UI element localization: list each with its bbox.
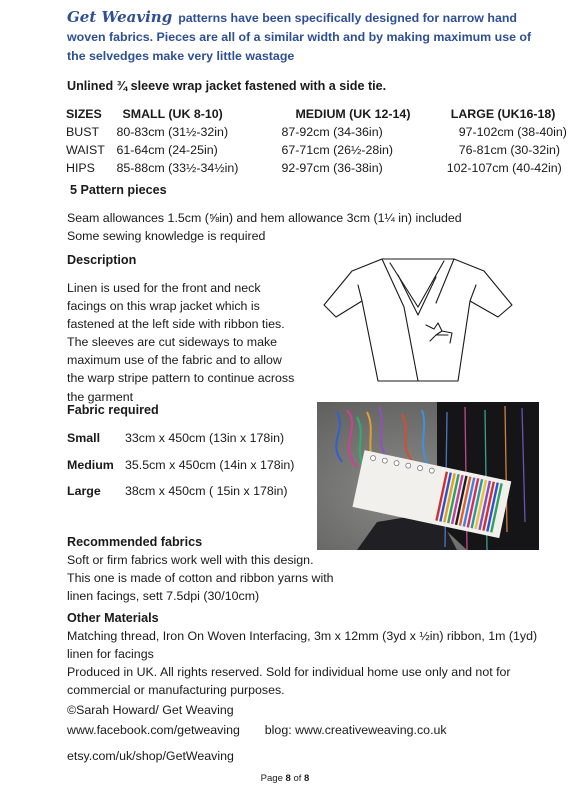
cell-medium: 87-92cm (34-36in) <box>281 125 383 139</box>
fabric-row <box>67 484 288 498</box>
pattern-pieces-heading: 5 Pattern pieces <box>70 183 167 197</box>
etsy-link[interactable]: etsy.com/uk/shop/GetWeaving <box>67 749 234 763</box>
recommended-text: Soft or firm fabrics work well with this design. This one is made of cotton and ribbon yarns with linen facings, sett 7.5dpi (30/10cm) <box>67 553 334 603</box>
header-sizes: SIZES <box>66 107 102 121</box>
brand-name: Get Weaving <box>67 8 173 26</box>
table-row <box>66 141 570 159</box>
intro-text: patterns have been specifically designed for narrow hand woven fabrics. Pieces are all of a similar width and by making maximum use of the selvedges make very little wastage <box>67 11 532 63</box>
fabric-amount: 38cm x 450cm ( 15in x 178in) <box>125 484 288 498</box>
blog-link[interactable]: blog: www.creativeweaving.co.uk <box>264 723 447 737</box>
fabric-amount: 33cm x 450cm (13in x 178in) <box>125 431 285 445</box>
page-number <box>0 773 570 784</box>
seam-line: Seam allowances 1.5cm (⅝in) and hem allowance 3cm (1¼ in) included <box>67 211 462 225</box>
row-label: BUST <box>66 125 100 139</box>
fabric-size-label: Medium <box>67 458 114 472</box>
cell-large: 97-102cm (38-40in) <box>458 125 567 139</box>
cell-small: 80-83cm (31½-32in) <box>116 125 229 139</box>
cell-medium: 67-71cm (26½-28in) <box>281 143 394 157</box>
recommended-heading: Recommended fabrics <box>67 535 203 549</box>
other-materials <box>67 627 547 699</box>
facebook-link[interactable]: www.facebook.com/getweaving <box>67 723 240 737</box>
other-materials-heading: Other Materials <box>67 611 159 625</box>
jacket-subtitle: Unlined ¾ sleeve wrap jacket fastened with a side tie. <box>67 79 387 93</box>
header-medium: MEDIUM (UK 12-14) <box>295 107 411 121</box>
fabric-size-label: Large <box>67 484 101 498</box>
row-label: WAIST <box>66 143 105 157</box>
fabric-row <box>67 431 284 445</box>
header-small: SMALL (UK 8-10) <box>122 107 223 121</box>
fabric-amount: 35.5cm x 450cm (14in x 178in) <box>125 458 295 472</box>
page-current: 8 <box>285 773 291 784</box>
header-large: LARGE (UK16-18) <box>450 107 556 121</box>
fabric-heading: Fabric required <box>67 403 159 417</box>
page-of: of <box>293 773 302 784</box>
rights-text: Produced in UK. All rights reserved. Sold for individual home use only and not for commercial or manufacturing purposes. <box>67 665 511 697</box>
links-line <box>67 720 547 740</box>
contact-block <box>67 700 547 766</box>
cell-small: 61-64cm (24-25in) <box>116 143 218 157</box>
sizes-table <box>66 105 570 177</box>
copyright-text: ©Sarah Howard/ Get Weaving <box>67 703 234 717</box>
table-row <box>66 123 570 141</box>
table-header-row <box>66 105 570 123</box>
description-text: Linen is used for the front and neck facings on this wrap jacket which is fastened at the left side with ribbon ties. The sleeves are cut sideways to make maximum use of the fabric and to allow the warp stripe pattern to continue across the garment <box>67 281 295 404</box>
cell-large: 76-81cm (30-32in) <box>458 143 560 157</box>
jacket-sketch-image <box>322 255 514 383</box>
fabric-row <box>67 458 294 472</box>
cell-large: 102-107cm (40-42in) <box>446 161 562 175</box>
seam-info <box>67 209 497 245</box>
table-row <box>66 159 570 177</box>
woven-fabric-photo <box>317 402 539 550</box>
skill-line: Some sewing knowledge is required <box>67 229 266 243</box>
page-total: 8 <box>304 773 310 784</box>
cell-small: 85-88cm (33½-34½in) <box>116 161 239 175</box>
page-prefix: Page <box>260 773 283 784</box>
row-label: HIPS <box>66 161 95 175</box>
description-heading: Description <box>67 253 137 267</box>
fabric-size-label: Small <box>67 431 101 445</box>
materials-text: Matching thread, Iron On Woven Interfacing, 3m x 12mm (3yd x ½in) ribbon, 1m (1yd) linen for facings <box>67 629 538 661</box>
cell-medium: 92-97cm (36-38in) <box>281 161 383 175</box>
intro-paragraph <box>67 8 547 66</box>
